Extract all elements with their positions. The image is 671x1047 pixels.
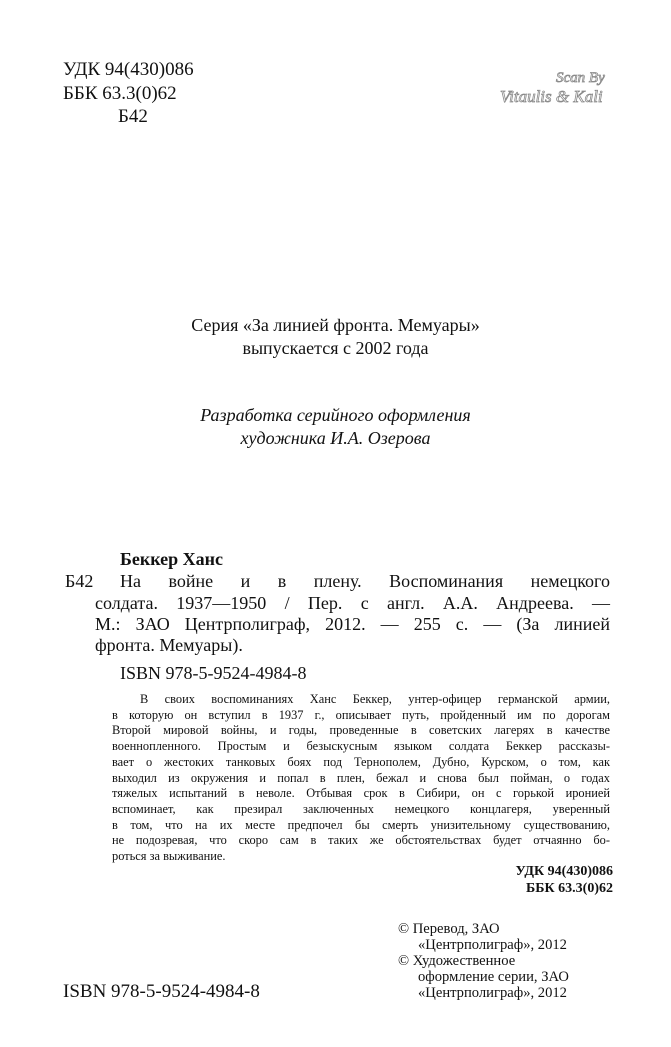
bibliography-line1: На войне и в плену. Воспоминания немецкого: [120, 571, 610, 591]
annotation-line: роться за выживание.: [112, 849, 226, 864]
bbk-bottom: ББК 63.3(0)62: [526, 881, 613, 896]
copyright-line1: © Перевод, ЗАО: [398, 921, 500, 937]
annotation-line: выходил из окружения и попал в плен, бежал и снова был пойман, о годах: [112, 770, 610, 785]
bibliography-author: Беккер Ханс: [120, 549, 224, 569]
udk-top: УДК 94(430)086: [63, 59, 194, 80]
scan-watermark: [496, 66, 632, 108]
annotation-line: в которую он вступил в 1937 г., описывает путь, пройденный им по дорогам: [112, 707, 610, 722]
series-title: Серия «За линией фронта. Мемуары»: [191, 315, 480, 335]
bibliography-line2: солдата. 1937—1950 / Пер. с англ. А.А. Андреева. —: [95, 593, 610, 613]
series-since: выпускается с 2002 года: [242, 338, 429, 358]
watermark-line2: Vitaulis & Kali: [500, 87, 603, 106]
annotation-line: в том, что на их месте предпочел бы смерть унизительному существованию,: [112, 817, 610, 832]
copyright-line3: © Художественное: [398, 953, 516, 969]
bibliography-code: Б42: [65, 571, 94, 591]
bibliography-isbn: ISBN 978-5-9524-4984-8: [120, 663, 307, 683]
design-credit-line1: Разработка серийного оформления: [200, 405, 471, 425]
bbk-top: ББК 63.3(0)62: [63, 83, 177, 104]
design-credit-line2: художника И.А. Озерова: [240, 428, 431, 448]
copyright-line4: оформление серии, ЗАО: [418, 969, 569, 985]
bibliography-line3: М.: ЗАО Центрполиграф, 2012. — 255 с. — (За линией: [95, 614, 610, 634]
annotation-line: Второй мировой войны, и годы, проведенные в советских лагерях в качестве: [112, 723, 610, 738]
watermark-line1: Scan By: [556, 70, 605, 86]
annotation-line: В своих воспоминаниях Ханс Беккер, унтер-офицер германской армии,: [140, 692, 610, 706]
copyright-line2: «Центрполиграф», 2012: [418, 937, 567, 953]
annotation-line: не подозревая, что скоро сам в таких же обстоятельствах будет отчаянно бо-: [112, 833, 610, 848]
copyright-line5: «Центрполиграф», 2012: [418, 985, 567, 1001]
author-code-top: Б42: [118, 106, 148, 127]
annotation-line: тяжелых испытаний в неволе. Отбывая срок в Сибири, он с горькой иронией: [112, 786, 610, 801]
bibliography-line4: фронта. Мемуары).: [95, 635, 243, 655]
isbn-bottom: ISBN 978-5-9524-4984-8: [63, 981, 260, 1002]
annotation-line: вает о жестоких танковых боях под Тернополем, Дубно, Курском, о том, как: [112, 754, 610, 769]
annotation-line: вспоминает, как презирал заключенных немецкого концлагеря, уверенный: [112, 801, 610, 816]
annotation-line: военнопленного. Простым и безыскусным языком солдата Беккер рассказы-: [112, 739, 610, 754]
annotation: [112, 692, 610, 865]
udk-bottom: УДК 94(430)086: [515, 864, 613, 879]
